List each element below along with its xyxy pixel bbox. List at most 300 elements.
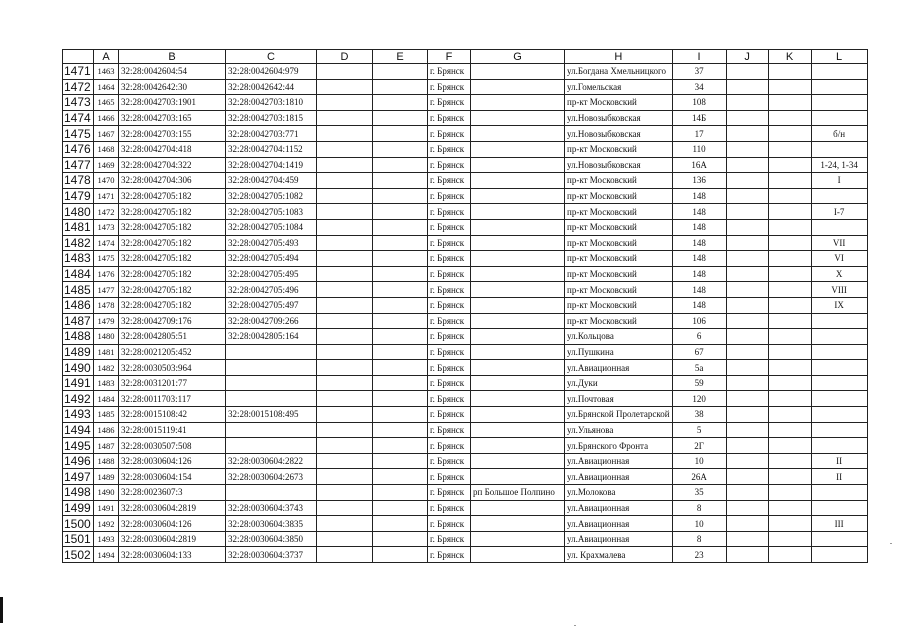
cell-k: [768, 407, 811, 423]
row-number: 1486: [63, 297, 94, 313]
cell-d: [317, 282, 373, 298]
cell-e: [373, 547, 428, 563]
cell-d: [317, 219, 373, 235]
cell-b: 32:28:0042703:1901: [119, 95, 226, 111]
cell-f: г. Брянск: [428, 64, 471, 80]
cell-l: VIII: [811, 282, 867, 298]
column-header: L: [811, 50, 867, 64]
cell-b: 32:28:0015119:41: [119, 422, 226, 438]
column-header: B: [119, 50, 226, 64]
cell-b: 32:28:0042705:182: [119, 235, 226, 251]
cell-k: [768, 188, 811, 204]
cell-k: [768, 235, 811, 251]
cell-j: [726, 110, 768, 126]
cell-i: 148: [672, 235, 726, 251]
column-header: F: [428, 50, 471, 64]
cell-l: I: [811, 173, 867, 189]
cell-b: 32:28:0042705:182: [119, 188, 226, 204]
cell-f: г. Брянск: [428, 453, 471, 469]
row-number: 1479: [63, 188, 94, 204]
cell-c: 32:28:0042704:1419: [226, 157, 317, 173]
cell-i: 148: [672, 266, 726, 282]
cell-a: 1468: [94, 141, 119, 157]
cell-c: 32:28:0042709:266: [226, 313, 317, 329]
cell-d: [317, 157, 373, 173]
cell-l: [811, 219, 867, 235]
cell-b: 32:28:0042703:165: [119, 110, 226, 126]
cell-a: 1489: [94, 469, 119, 485]
cell-f: г. Брянск: [428, 173, 471, 189]
cell-l: [811, 547, 867, 563]
cell-j: [726, 422, 768, 438]
cell-e: [373, 110, 428, 126]
cell-h: пр-кт Московский: [565, 173, 673, 189]
cell-d: [317, 110, 373, 126]
cell-j: [726, 282, 768, 298]
cell-f: г. Брянск: [428, 204, 471, 220]
row-number: 1474: [63, 110, 94, 126]
cell-l: [811, 531, 867, 547]
cell-l: [811, 422, 867, 438]
row-number: 1477: [63, 157, 94, 173]
cell-e: [373, 219, 428, 235]
cell-i: 26А: [672, 469, 726, 485]
cell-c: 32:28:0030604:3743: [226, 500, 317, 516]
column-header: [63, 50, 94, 64]
row-number: 1497: [63, 469, 94, 485]
cell-g: [471, 500, 565, 516]
cell-j: [726, 141, 768, 157]
cell-e: [373, 344, 428, 360]
cell-b: 32:28:0030604:126: [119, 453, 226, 469]
cell-i: 148: [672, 282, 726, 298]
cell-a: 1492: [94, 516, 119, 532]
cell-a: 1481: [94, 344, 119, 360]
cell-b: 32:28:0042704:306: [119, 173, 226, 189]
cell-e: [373, 500, 428, 516]
cell-e: [373, 251, 428, 267]
cell-k: [768, 173, 811, 189]
cell-d: [317, 500, 373, 516]
cell-l: [811, 64, 867, 80]
cell-i: 106: [672, 313, 726, 329]
cell-i: 59: [672, 375, 726, 391]
cell-l: III: [811, 516, 867, 532]
cell-f: г. Брянск: [428, 516, 471, 532]
cell-b: 32:28:0042704:418: [119, 141, 226, 157]
cell-i: 136: [672, 173, 726, 189]
cell-a: 1463: [94, 64, 119, 80]
cell-f: г. Брянск: [428, 407, 471, 423]
cell-j: [726, 531, 768, 547]
cell-l: VI: [811, 251, 867, 267]
cell-c: [226, 375, 317, 391]
cell-h: ул.Брянской Пролетарской: [565, 407, 673, 423]
cell-i: 35: [672, 485, 726, 501]
row-number: 1491: [63, 375, 94, 391]
cell-e: [373, 235, 428, 251]
cell-d: [317, 391, 373, 407]
table-row: [63, 344, 868, 360]
cell-i: 110: [672, 141, 726, 157]
cell-c: [226, 391, 317, 407]
cell-j: [726, 251, 768, 267]
table-row: [63, 297, 868, 313]
table-row: [63, 360, 868, 376]
cell-k: [768, 141, 811, 157]
table-row: [63, 282, 868, 298]
cell-h: ул.Богдана Хмельницкого: [565, 64, 673, 80]
table-row: [63, 438, 868, 454]
cell-a: 1464: [94, 79, 119, 95]
cell-e: [373, 95, 428, 111]
cell-c: [226, 360, 317, 376]
cell-d: [317, 64, 373, 80]
column-header: D: [317, 50, 373, 64]
scan-speck: [890, 543, 892, 544]
cell-c: 32:28:0042805:164: [226, 329, 317, 345]
cell-g: рп Большое Полпино: [471, 485, 565, 501]
cell-k: [768, 204, 811, 220]
cell-j: [726, 126, 768, 142]
row-number: 1482: [63, 235, 94, 251]
cell-g: [471, 188, 565, 204]
cell-c: 32:28:0030604:2822: [226, 453, 317, 469]
row-number: 1494: [63, 422, 94, 438]
cell-e: [373, 469, 428, 485]
cell-h: пр-кт Московский: [565, 266, 673, 282]
table-row: [63, 251, 868, 267]
cell-e: [373, 282, 428, 298]
cell-e: [373, 391, 428, 407]
table-row: [63, 375, 868, 391]
cell-i: 14Б: [672, 110, 726, 126]
cell-c: [226, 438, 317, 454]
table-row: [63, 79, 868, 95]
cell-b: 32:28:0030507:508: [119, 438, 226, 454]
cell-a: 1466: [94, 110, 119, 126]
cell-a: 1487: [94, 438, 119, 454]
cell-g: [471, 422, 565, 438]
cell-i: 120: [672, 391, 726, 407]
cell-a: 1482: [94, 360, 119, 376]
cell-d: [317, 235, 373, 251]
cell-j: [726, 188, 768, 204]
cell-h: ул.Новозыбковская: [565, 110, 673, 126]
cell-h: ул.Кольцова: [565, 329, 673, 345]
row-number: 1481: [63, 219, 94, 235]
cell-i: 23: [672, 547, 726, 563]
cell-d: [317, 204, 373, 220]
cell-d: [317, 375, 373, 391]
cell-a: 1479: [94, 313, 119, 329]
cell-k: [768, 500, 811, 516]
cell-a: 1486: [94, 422, 119, 438]
cell-g: [471, 329, 565, 345]
cell-g: [471, 79, 565, 95]
cell-b: 32:28:0042705:182: [119, 204, 226, 220]
cell-j: [726, 79, 768, 95]
cell-g: [471, 516, 565, 532]
cell-b: 32:28:0042604:54: [119, 64, 226, 80]
table-row: [63, 469, 868, 485]
row-number: 1484: [63, 266, 94, 282]
cell-k: [768, 219, 811, 235]
cell-k: [768, 64, 811, 80]
scan-speck: [574, 625, 576, 626]
cell-a: 1472: [94, 204, 119, 220]
row-number: 1472: [63, 79, 94, 95]
cell-l: [811, 391, 867, 407]
cell-j: [726, 157, 768, 173]
table-row: [63, 391, 868, 407]
cell-a: 1467: [94, 126, 119, 142]
cell-h: пр-кт Московский: [565, 313, 673, 329]
cell-d: [317, 469, 373, 485]
cell-a: 1480: [94, 329, 119, 345]
table-row: [63, 547, 868, 563]
cell-c: 32:28:0042604:979: [226, 64, 317, 80]
row-number: 1483: [63, 251, 94, 267]
cell-b: 32:28:0042705:182: [119, 297, 226, 313]
cell-e: [373, 204, 428, 220]
cell-c: 32:28:0042703:771: [226, 126, 317, 142]
row-number: 1487: [63, 313, 94, 329]
cell-g: [471, 64, 565, 80]
cell-b: 32:28:0015108:42: [119, 407, 226, 423]
cell-h: ул.Авиационная: [565, 516, 673, 532]
cell-g: [471, 204, 565, 220]
cell-f: г. Брянск: [428, 79, 471, 95]
cell-i: 37: [672, 64, 726, 80]
cell-k: [768, 282, 811, 298]
cell-h: ул.Авиационная: [565, 531, 673, 547]
cell-k: [768, 313, 811, 329]
cell-b: 32:28:0030503:964: [119, 360, 226, 376]
table-row: [63, 95, 868, 111]
cell-e: [373, 485, 428, 501]
row-number: 1471: [63, 64, 94, 80]
column-header: I: [672, 50, 726, 64]
row-number: 1501: [63, 531, 94, 547]
cell-j: [726, 438, 768, 454]
cell-h: пр-кт Московский: [565, 235, 673, 251]
cell-g: [471, 251, 565, 267]
cell-f: г. Брянск: [428, 360, 471, 376]
cell-f: г. Брянск: [428, 157, 471, 173]
cell-h: ул.Дуки: [565, 375, 673, 391]
cell-h: ул.Авиационная: [565, 360, 673, 376]
cell-i: 10: [672, 453, 726, 469]
cell-i: 17: [672, 126, 726, 142]
table-row: [63, 173, 868, 189]
cell-f: г. Брянск: [428, 141, 471, 157]
row-number: 1478: [63, 173, 94, 189]
cell-g: [471, 126, 565, 142]
table-row: [63, 485, 868, 501]
cell-c: 32:28:0042703:1810: [226, 95, 317, 111]
cell-b: 32:28:0030604:2819: [119, 500, 226, 516]
cell-g: [471, 375, 565, 391]
cell-k: [768, 251, 811, 267]
cell-l: [811, 438, 867, 454]
cell-i: 67: [672, 344, 726, 360]
cell-a: 1475: [94, 251, 119, 267]
table-row: [63, 188, 868, 204]
cell-b: 32:28:0031201:77: [119, 375, 226, 391]
cell-d: [317, 251, 373, 267]
cell-l: VII: [811, 235, 867, 251]
cell-e: [373, 516, 428, 532]
table-row: [63, 329, 868, 345]
cell-l: X: [811, 266, 867, 282]
cell-f: г. Брянск: [428, 375, 471, 391]
cell-j: [726, 485, 768, 501]
cell-j: [726, 516, 768, 532]
cell-l: [811, 407, 867, 423]
cell-k: [768, 531, 811, 547]
table-row: [63, 64, 868, 80]
cell-e: [373, 297, 428, 313]
cell-c: 32:28:0015108:495: [226, 407, 317, 423]
cell-f: г. Брянск: [428, 219, 471, 235]
cell-g: [471, 173, 565, 189]
cell-b: 32:28:0011703:117: [119, 391, 226, 407]
cell-i: 148: [672, 251, 726, 267]
cell-l: IX: [811, 297, 867, 313]
cell-b: 32:28:0042705:182: [119, 266, 226, 282]
cell-a: 1470: [94, 173, 119, 189]
column-header: K: [768, 50, 811, 64]
cell-e: [373, 375, 428, 391]
cell-j: [726, 360, 768, 376]
cell-f: г. Брянск: [428, 329, 471, 345]
cell-a: 1476: [94, 266, 119, 282]
column-header: C: [226, 50, 317, 64]
cell-j: [726, 453, 768, 469]
cell-k: [768, 329, 811, 345]
cell-c: 32:28:0042704:459: [226, 173, 317, 189]
cell-j: [726, 375, 768, 391]
row-number: 1490: [63, 360, 94, 376]
cell-g: [471, 95, 565, 111]
cell-j: [726, 219, 768, 235]
cell-h: ул.Авиационная: [565, 469, 673, 485]
cell-a: 1493: [94, 531, 119, 547]
cell-a: 1478: [94, 297, 119, 313]
row-number: 1493: [63, 407, 94, 423]
cell-a: 1484: [94, 391, 119, 407]
cell-h: пр-кт Московский: [565, 282, 673, 298]
cell-d: [317, 141, 373, 157]
column-header: H: [565, 50, 673, 64]
cell-g: [471, 141, 565, 157]
table-row: [63, 219, 868, 235]
cell-h: пр-кт Московский: [565, 297, 673, 313]
table-row: [63, 235, 868, 251]
row-number: 1480: [63, 204, 94, 220]
cell-d: [317, 266, 373, 282]
cell-i: 38: [672, 407, 726, 423]
cell-e: [373, 64, 428, 80]
cell-g: [471, 313, 565, 329]
cell-i: 148: [672, 297, 726, 313]
cell-d: [317, 516, 373, 532]
cell-g: [471, 438, 565, 454]
cell-f: г. Брянск: [428, 547, 471, 563]
cell-g: [471, 344, 565, 360]
cell-g: [471, 157, 565, 173]
cell-k: [768, 375, 811, 391]
cell-c: 32:28:0042705:496: [226, 282, 317, 298]
cell-f: г. Брянск: [428, 126, 471, 142]
cell-h: пр-кт Московский: [565, 95, 673, 111]
cell-g: [471, 282, 565, 298]
cell-e: [373, 188, 428, 204]
cell-l: [811, 344, 867, 360]
cell-g: [471, 547, 565, 563]
cell-d: [317, 485, 373, 501]
cell-c: 32:28:0030604:2673: [226, 469, 317, 485]
table-row: [63, 157, 868, 173]
row-number: 1496: [63, 453, 94, 469]
scan-edge-mark: [0, 597, 3, 623]
cell-k: [768, 360, 811, 376]
cell-f: г. Брянск: [428, 235, 471, 251]
cell-i: 10: [672, 516, 726, 532]
cell-f: г. Брянск: [428, 266, 471, 282]
cell-l: [811, 141, 867, 157]
cell-e: [373, 531, 428, 547]
cell-d: [317, 313, 373, 329]
cell-f: г. Брянск: [428, 531, 471, 547]
cell-k: [768, 469, 811, 485]
cell-h: пр-кт Московский: [565, 188, 673, 204]
cell-g: [471, 453, 565, 469]
cell-k: [768, 266, 811, 282]
cell-k: [768, 391, 811, 407]
cell-f: г. Брянск: [428, 251, 471, 267]
cell-c: 32:28:0042642:44: [226, 79, 317, 95]
cell-k: [768, 547, 811, 563]
row-number: 1476: [63, 141, 94, 157]
cell-g: [471, 407, 565, 423]
table-row: [63, 110, 868, 126]
cell-h: ул.Авиационная: [565, 453, 673, 469]
cell-f: г. Брянск: [428, 500, 471, 516]
table-row: [63, 313, 868, 329]
cell-c: 32:28:0042705:495: [226, 266, 317, 282]
table-row: [63, 531, 868, 547]
table-row: [63, 407, 868, 423]
cell-a: 1488: [94, 453, 119, 469]
cell-c: 32:28:0030604:3850: [226, 531, 317, 547]
cell-d: [317, 188, 373, 204]
row-number: 1475: [63, 126, 94, 142]
cell-k: [768, 438, 811, 454]
cell-e: [373, 266, 428, 282]
cell-j: [726, 266, 768, 282]
cell-g: [471, 219, 565, 235]
cell-d: [317, 360, 373, 376]
cell-c: [226, 422, 317, 438]
cell-b: 32:28:0042703:155: [119, 126, 226, 142]
cell-f: г. Брянск: [428, 110, 471, 126]
cell-j: [726, 297, 768, 313]
cell-j: [726, 329, 768, 345]
cell-a: 1465: [94, 95, 119, 111]
cell-h: ул.Почтовая: [565, 391, 673, 407]
